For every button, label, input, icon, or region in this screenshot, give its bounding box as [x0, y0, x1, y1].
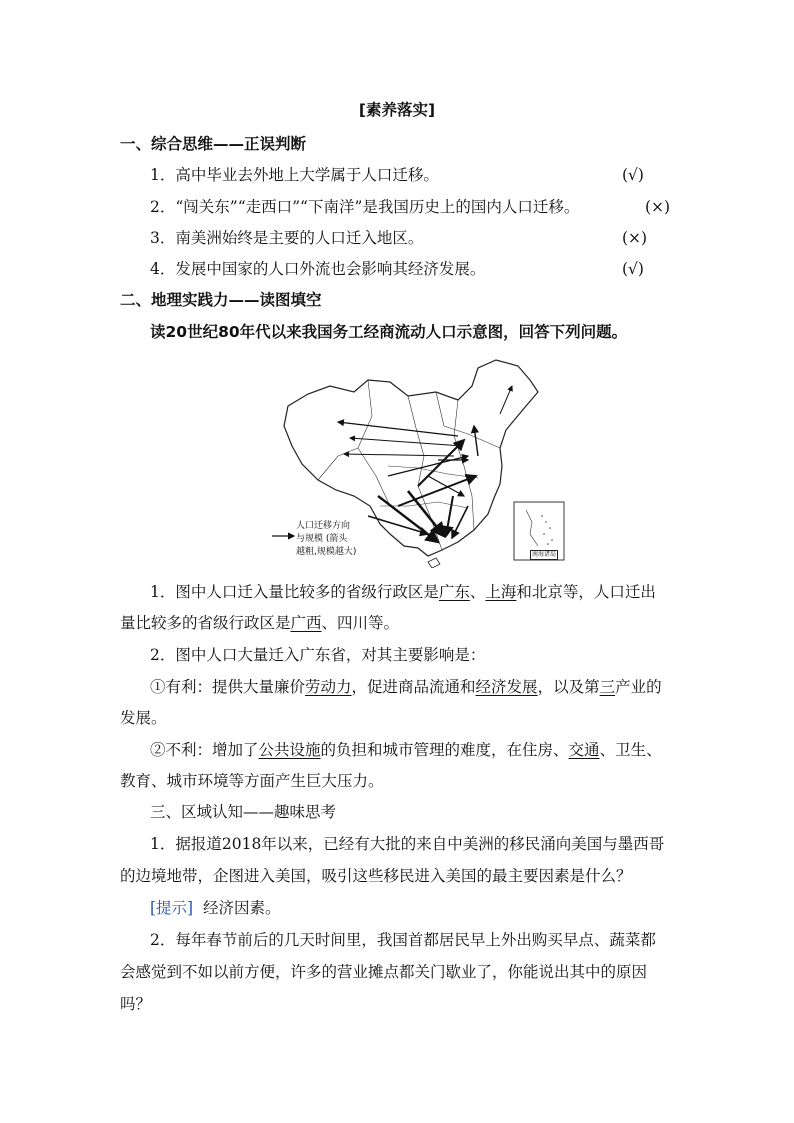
part2-q2-dis-line — [150, 740, 662, 760]
part3-q1-line1: 1．据报道2018年以来，已经有大批的来自中美洲的移民涌向美国与墨西哥 — [150, 835, 665, 853]
part2-q1-line2 — [120, 613, 399, 633]
q1-text-a: 1．图中人口迁入量比较多的省级行政区是 — [150, 583, 439, 601]
q2-dis-c: 的负担和城市管理的难度，在住房、 — [320, 741, 569, 759]
china-migration-map — [268, 356, 568, 568]
part1-item-1-mark: (√) — [622, 166, 644, 184]
part1-item-4: 4．发展中国家的人口外流也会影响其经济发展。 — [150, 260, 486, 278]
part1-item-3-mark: (×) — [622, 229, 648, 247]
part1-item-2-mark: (×) — [645, 198, 671, 216]
q2-dis-a: ②不利：增加了 — [150, 741, 259, 759]
q1-text-d: 量比较多的省级行政区是 — [120, 614, 291, 632]
part1-item-3: 3．南美洲始终是主要的人口迁入地区。 — [150, 229, 424, 247]
hint-text: 经济因素。 — [202, 899, 281, 917]
q2-answer-traffic: 交通 — [568, 741, 600, 759]
part2-q2-line1: 2．图中人口大量迁入广东省，对其主要影响是： — [150, 646, 486, 664]
part3-q2-line2: 会感觉到不如以前方便，许多的营业摊点都关门歇业了，你能说出其中的原因 — [120, 963, 648, 981]
q1-text-c: 和北京等，人口迁出 — [516, 583, 656, 601]
part2-q2-adv-line — [150, 677, 662, 697]
part1-title: 一、综合思维——正误判断 — [120, 135, 307, 153]
q2-answer-tertiary: 三 — [599, 678, 616, 696]
part2-intro: 读20世纪80年代以来我国务工经商流动人口示意图，回答下列问题。 — [150, 323, 628, 341]
part2-q2-adv-line2: 发展。 — [120, 709, 167, 727]
q1-text-e: 、四川等。 — [321, 614, 400, 632]
part3-title: 三、区域认知——趣味思考 — [150, 803, 337, 821]
q2-adv-e: ，以及第 — [537, 678, 600, 696]
part2-title: 二、地理实践力——读图填空 — [120, 291, 322, 309]
q2-dis-e: 、卫生、 — [599, 741, 662, 759]
part2-q1-line1 — [150, 582, 656, 602]
q2-adv-a: ①有利：提供大量廉价 — [150, 678, 306, 696]
q2-adv-c: ，促进商品流通和 — [351, 678, 476, 696]
map-legend-line-3: 越粗,规模越大) — [296, 547, 357, 557]
q1-answer-shanghai: 上海 — [485, 583, 517, 601]
part3-q2-line3: 吗？ — [120, 995, 152, 1013]
part1-item-1: 1．高中毕业去外地上大学属于人口迁移。 — [150, 166, 439, 184]
part1-item-4-mark: (√) — [622, 260, 644, 278]
q2-answer-labor: 劳动力 — [305, 678, 352, 696]
q1-sep: 、 — [469, 583, 486, 601]
part2-q2-dis-line2: 教育、城市环境等方面产生巨大压力。 — [120, 772, 384, 790]
q1-answer-guangxi: 广西 — [290, 614, 322, 632]
hint-label: [提示] — [150, 899, 194, 917]
part3-hint — [150, 898, 280, 918]
part3-q2-line1: 2．每年春节前后的几天时间里，我国首都居民早上外出购买早点、蔬菜都 — [150, 931, 656, 949]
q1-answer-guangdong: 广东 — [438, 583, 470, 601]
map-legend-line-1: 人口迁移方向 — [296, 521, 351, 531]
part3-q1-line2: 的边境地带，企图进入美国，吸引这些移民进入美国的最主要因素是什么？ — [120, 867, 632, 885]
map-inset-label: 南海诸岛 — [532, 551, 557, 558]
migration-arrows — [338, 386, 512, 542]
q2-adv-g: 产业的 — [615, 678, 662, 696]
q2-answer-public-facilities: 公共设施 — [258, 741, 321, 759]
map-legend-line-2: 与规模 (箭头 — [296, 534, 348, 544]
part1-item-2: 2．“闯关东”“走西口”“下南洋”是我国历史上的国内人口迁移。 — [150, 198, 580, 216]
q2-answer-economy: 经济发展 — [475, 678, 538, 696]
section-heading: [素养落实] — [358, 101, 436, 119]
